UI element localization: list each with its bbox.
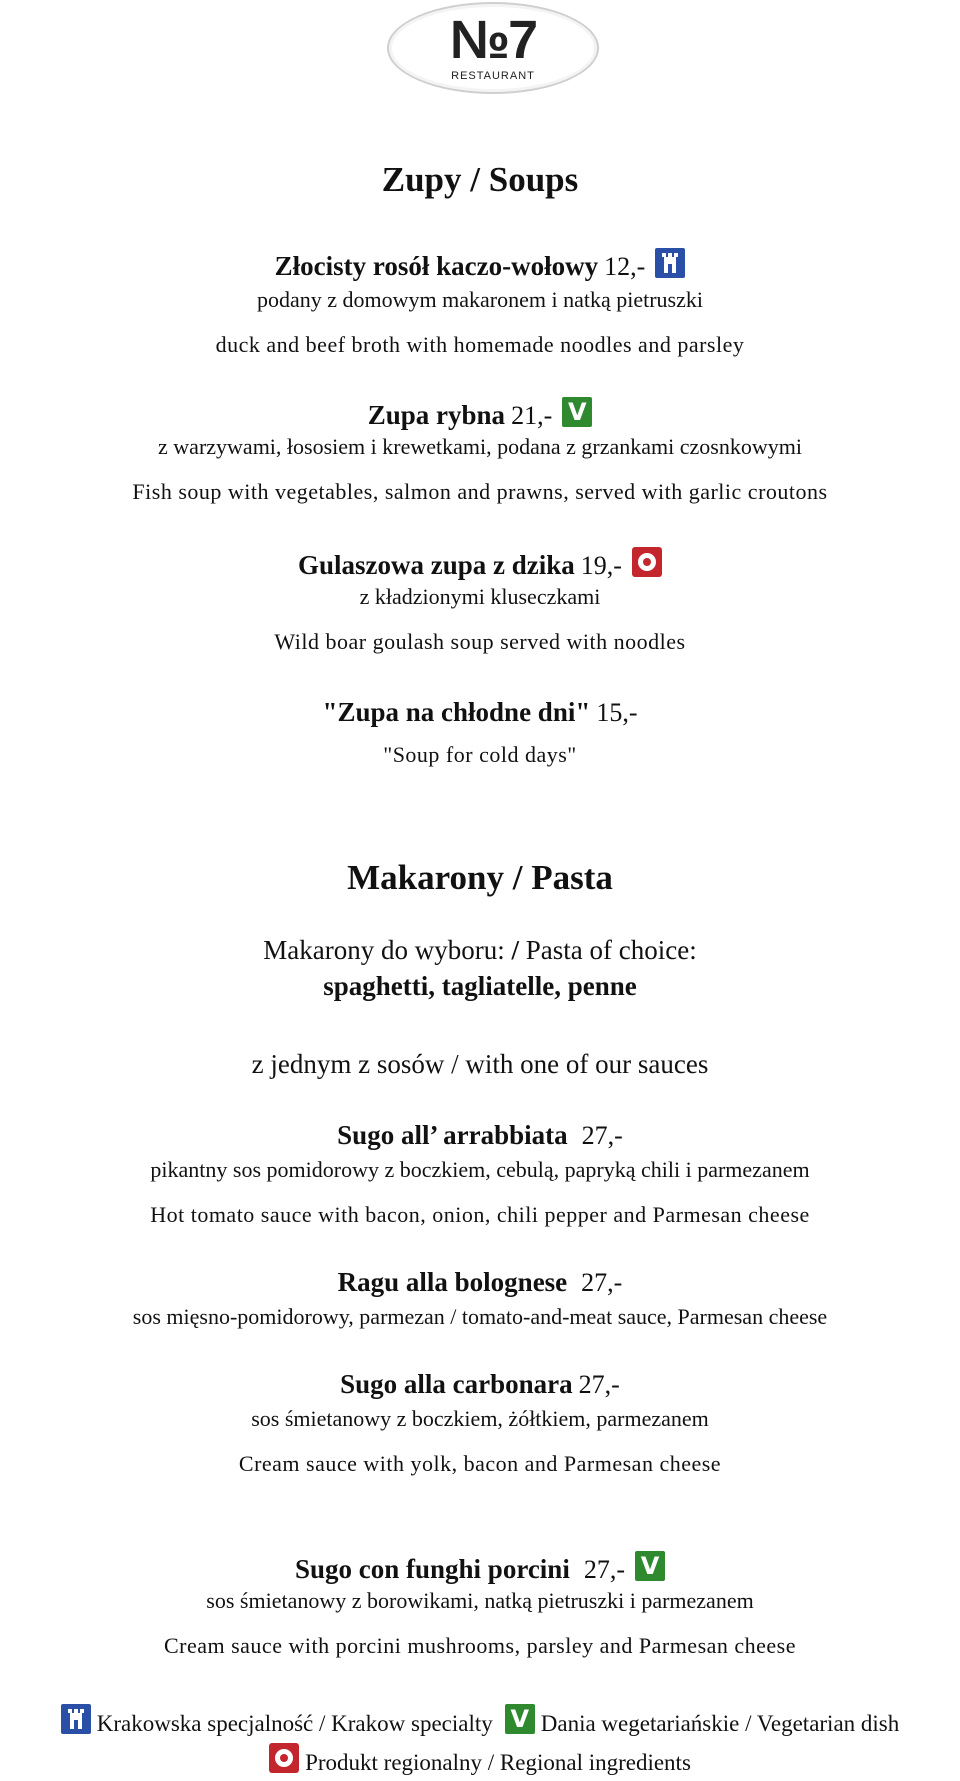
dish-title xyxy=(0,397,960,431)
regional-product-icon xyxy=(632,547,662,577)
legend-label: Dania wegetariańskie / Vegetarian dish xyxy=(540,1711,900,1736)
section-title-pasta: Makarony / Pasta xyxy=(347,858,613,897)
dish-description: sos mięsno-pomidorowy, parmezan / tomato-and-meat sauce, Parmesan cheese xyxy=(132,1304,828,1329)
dish-description-pl: podany z domowym makaronem i natką pietruszki xyxy=(257,287,703,312)
dish-price: 15,- xyxy=(596,698,638,727)
dish-name: Ragu alla bolognese xyxy=(337,1267,568,1297)
vegetarian-icon xyxy=(635,1551,665,1581)
legend-row-1 xyxy=(0,1704,960,1737)
dish-title xyxy=(0,248,960,282)
legend-item-vegetarian xyxy=(505,1704,900,1737)
vegetarian-icon xyxy=(505,1704,535,1734)
dish-title xyxy=(0,547,960,581)
dish-title xyxy=(0,1267,960,1298)
krakow-specialty-icon xyxy=(655,248,685,278)
sauce-intro: z jednym z sosów / with one of our sauces xyxy=(251,1049,709,1079)
dish-description-en: "Soup for cold days" xyxy=(383,742,577,767)
dish-name: "Zupa na chłodne dni" xyxy=(322,697,591,727)
legend-row-2 xyxy=(0,1743,960,1776)
dish-title xyxy=(0,1369,960,1400)
dish-price: 27,- xyxy=(583,1555,625,1584)
regional-product-icon xyxy=(269,1743,299,1773)
legend-item-regional xyxy=(269,1743,691,1776)
legend-label: Krakowska specjalność / Krakow specialty xyxy=(96,1711,493,1736)
pasta-intro-slash: / xyxy=(511,935,520,965)
pasta-intro xyxy=(0,935,960,966)
dish-name: Zupa rybna xyxy=(367,400,506,430)
dish-price: 12,- xyxy=(604,252,646,281)
logo-mark: №7 xyxy=(449,10,537,70)
dish-description-en: Cream sauce with yolk, bacon and Parmesan cheese xyxy=(238,1451,722,1476)
pasta-intro-en: Pasta of choice: xyxy=(519,935,697,965)
dish-description-pl: pikantny sos pomidorowy z boczkiem, cebulą, papryką chili i parmezanem xyxy=(150,1157,810,1182)
dish-name: Gulaszowa zupa z dzika xyxy=(298,550,575,580)
legend-label: Produkt regionalny / Regional ingredients xyxy=(305,1750,691,1775)
dish-description-pl: sos śmietanowy z borowikami, natką pietruszki i parmezanem xyxy=(206,1588,754,1613)
pasta-types: spaghetti, tagliatelle, penne xyxy=(323,971,637,1001)
pasta-intro-pl: Makarony do wyboru: xyxy=(263,935,512,965)
dish-description-en: Hot tomato sauce with bacon, onion, chili pepper and Parmesan cheese xyxy=(150,1202,810,1227)
dish-price: 27,- xyxy=(581,1268,623,1297)
restaurant-logo xyxy=(387,2,599,94)
legend-item-krakow xyxy=(61,1704,493,1737)
krakow-specialty-icon xyxy=(61,1704,91,1734)
dish-price: 21,- xyxy=(511,401,553,430)
dish-title xyxy=(0,697,960,728)
dish-price: 19,- xyxy=(580,551,622,580)
dish-description-pl: z kładzionymi kluseczkami xyxy=(359,584,601,609)
dish-name: Sugo all’ arrabbiata xyxy=(337,1120,568,1150)
dish-name: Złocisty rosół kaczo-wołowy xyxy=(274,251,599,281)
dish-price: 27,- xyxy=(578,1370,620,1399)
dish-title xyxy=(0,1551,960,1585)
dish-description-pl: z warzywami, łososiem i krewetkami, podana z grzankami czosnkowymi xyxy=(158,434,802,459)
vegetarian-icon xyxy=(562,397,592,427)
dish-name: Sugo alla carbonara xyxy=(340,1369,573,1399)
dish-title xyxy=(0,1120,960,1151)
section-title-soups: Zupy / Soups xyxy=(381,160,579,199)
dish-price: 27,- xyxy=(581,1121,623,1150)
dish-description-en: Cream sauce with porcini mushrooms, parsley and Parmesan cheese xyxy=(163,1633,797,1658)
logo-subtitle: RESTAURANT xyxy=(451,70,535,82)
dish-description-pl: sos śmietanowy z boczkiem, żółtkiem, parmezanem xyxy=(251,1406,709,1431)
dish-description-en: Wild boar goulash soup served with noodles xyxy=(274,629,686,654)
dish-description-en: Fish soup with vegetables, salmon and prawns, served with garlic croutons xyxy=(132,479,828,504)
dish-name: Sugo con funghi porcini xyxy=(294,1554,570,1584)
dish-description-en: duck and beef broth with homemade noodles and parsley xyxy=(215,332,745,357)
